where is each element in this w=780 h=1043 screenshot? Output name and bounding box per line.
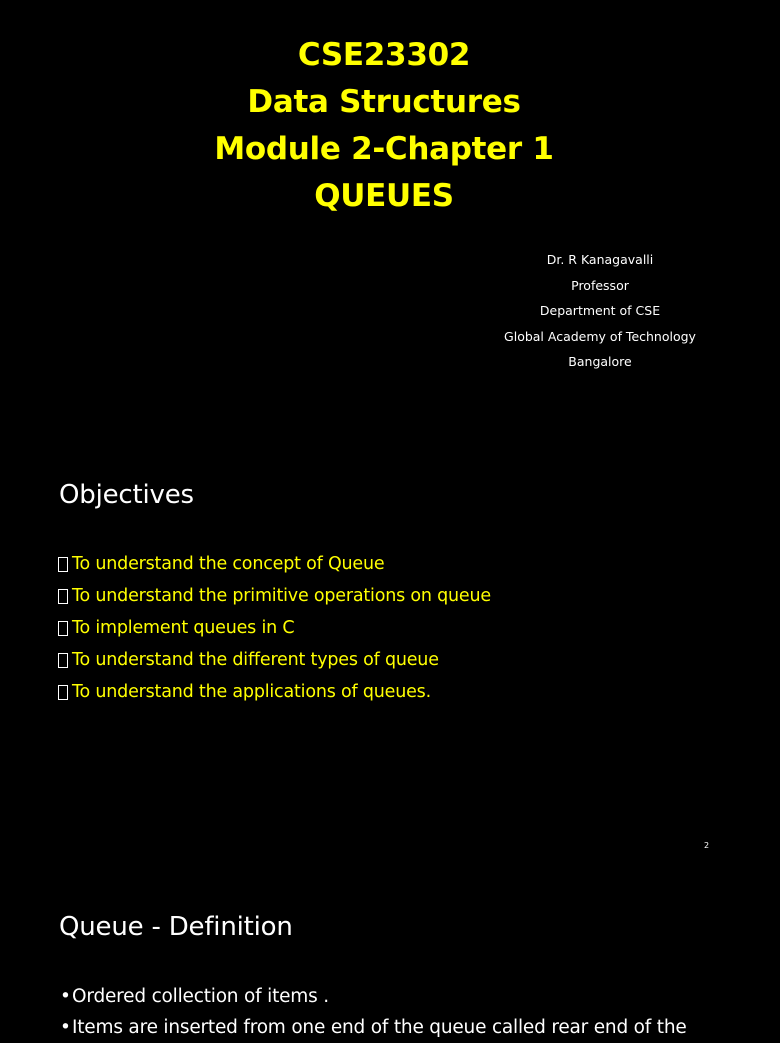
topic-title: QUEUES <box>314 178 454 214</box>
objectives-slide <box>0 448 768 868</box>
definition-text: Items are inserted from one end of the queue called rear end of the <box>72 1017 687 1038</box>
author-info <box>420 247 780 375</box>
definition-list <box>60 981 687 1043</box>
author-department: Department of CSE <box>539 303 661 318</box>
title-slide <box>0 0 768 448</box>
bullet-icon: • <box>60 1017 71 1038</box>
list-item <box>60 981 687 1012</box>
author-designation: Professor <box>571 277 629 293</box>
page-number: 2 <box>704 841 710 850</box>
course-name: Data Structures <box>247 84 521 120</box>
course-code: CSE23302 <box>297 37 471 73</box>
list-item <box>60 1012 687 1043</box>
objective-text: To understand the primitive operations on queue <box>72 586 491 606</box>
list-item <box>58 548 491 580</box>
author-institution: Global Academy of Technology <box>504 328 696 344</box>
list-item <box>58 676 491 708</box>
list-item <box>58 580 491 612</box>
definition-slide <box>0 868 768 1038</box>
objective-text: To understand the different types of queue <box>72 650 439 670</box>
bullet-icon: • <box>60 986 71 1007</box>
objectives-heading: Objectives <box>59 480 194 510</box>
checkbox-square-icon <box>58 621 68 636</box>
objective-text: To implement queues in C <box>72 618 295 638</box>
list-item <box>58 644 491 676</box>
checkbox-square-icon <box>58 653 68 668</box>
objective-text: To understand the applications of queues. <box>72 682 431 702</box>
definition-heading: Queue - Definition <box>59 912 293 942</box>
list-item <box>58 612 491 644</box>
definition-text: Ordered collection of items . <box>72 986 329 1007</box>
module-chapter: Module 2-Chapter 1 <box>214 131 554 167</box>
slide-title <box>0 32 768 220</box>
objective-text: To understand the concept of Queue <box>72 554 385 574</box>
checkbox-square-icon <box>58 589 68 604</box>
checkbox-square-icon <box>58 685 68 700</box>
objectives-list <box>58 548 491 708</box>
author-city: Bangalore <box>568 354 632 369</box>
checkbox-square-icon <box>58 557 68 572</box>
author-name: Dr. R Kanagavalli <box>546 252 654 267</box>
